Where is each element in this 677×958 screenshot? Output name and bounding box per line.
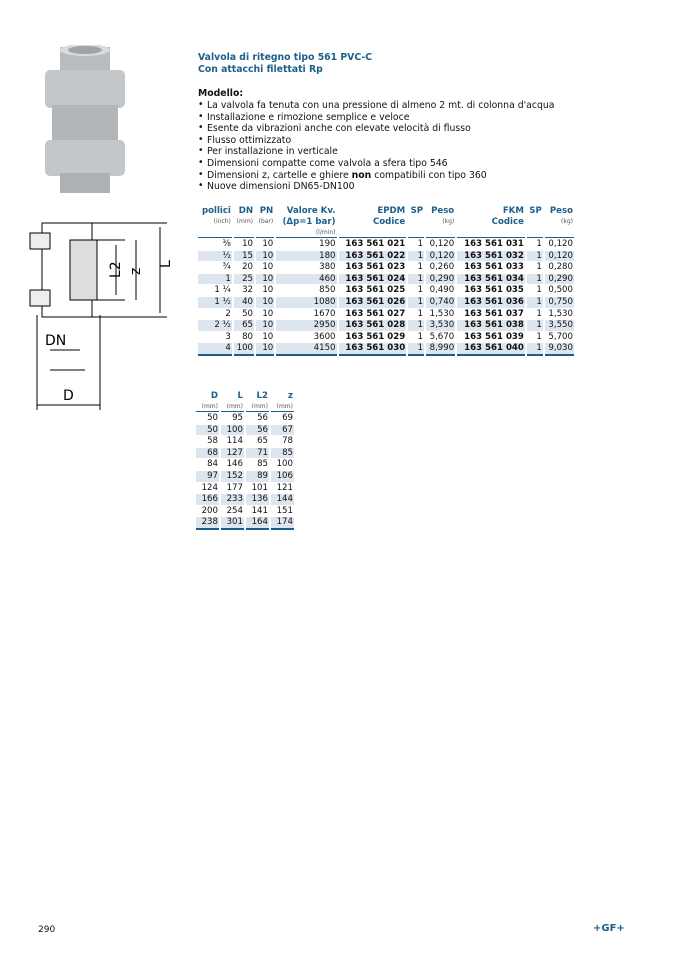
- table-cell: 58: [207, 436, 218, 447]
- header-unit: (mm): [226, 403, 243, 410]
- header-unit: (inch): [213, 218, 231, 225]
- table-cell: 200: [201, 505, 218, 516]
- table-row: [198, 239, 574, 250]
- table-cell: 1 ¼: [214, 285, 231, 296]
- feature-item: • Flusso ottimizzato: [198, 135, 554, 147]
- table-cell: 78: [282, 436, 293, 447]
- table-cell: 152: [221, 471, 244, 482]
- table-cell: 1: [198, 274, 232, 285]
- table-cell: 164: [246, 517, 269, 530]
- header-label: EPDM Codice: [372, 206, 406, 227]
- feature-item: • Installazione e rimozione semplice e veloce: [198, 112, 554, 124]
- table-cell: 1: [417, 308, 424, 319]
- table-cell: 1080: [276, 297, 336, 308]
- table-cell: 114: [226, 436, 243, 447]
- table-cell: 1: [417, 239, 424, 249]
- label-l2: L2: [108, 261, 124, 278]
- header-unit: (mm): [201, 403, 218, 410]
- page-number: 290: [38, 925, 56, 935]
- table-cell: 163 561 022: [339, 251, 407, 262]
- table-cell: 32: [242, 285, 254, 296]
- table-cell: 1: [536, 308, 542, 319]
- header-label: SP: [410, 206, 424, 216]
- feature-list: [198, 100, 554, 193]
- table-cell: 95: [232, 413, 243, 423]
- column-header: [408, 206, 424, 238]
- header-label: L2: [256, 391, 268, 401]
- table-cell: 100: [234, 343, 254, 356]
- table-row: [196, 425, 294, 436]
- column-header: [527, 206, 543, 238]
- table-cell: 163 561 026: [339, 297, 407, 308]
- table-cell: 1,530: [548, 308, 573, 319]
- label-l: L: [158, 260, 174, 268]
- table-cell: 0,260: [429, 262, 455, 273]
- dimensions-table: [194, 390, 296, 531]
- table-cell: 0,280: [548, 262, 573, 273]
- table-cell: 2950: [276, 320, 336, 331]
- table-row: [198, 320, 574, 331]
- column-header: [196, 391, 219, 412]
- table-cell: 1,530: [429, 308, 455, 319]
- table-cell: 1: [536, 331, 542, 342]
- table-cell: 380: [319, 262, 336, 273]
- table-cell: 163 561 038: [457, 320, 525, 331]
- table-cell: 10: [256, 320, 274, 331]
- table-cell: 163 561 021: [345, 239, 406, 249]
- table-cell: 69: [282, 413, 293, 423]
- table-cell: 85: [271, 448, 294, 459]
- table-cell: 1: [417, 331, 424, 342]
- table-row: [196, 506, 294, 517]
- table-cell: 163 561 025: [345, 285, 406, 296]
- table-cell: 163 561 039: [464, 331, 524, 342]
- table-cell: 50: [207, 413, 218, 423]
- table-cell: 1: [408, 343, 424, 356]
- table-cell: 0,750: [545, 297, 574, 308]
- header-unit: (mm): [236, 218, 254, 225]
- table-cell: 8,990: [426, 343, 455, 356]
- table-cell: 0,290: [426, 274, 455, 285]
- table-cell: 1: [408, 274, 424, 285]
- table-cell: 1: [408, 320, 424, 331]
- table-cell: 163 561 028: [339, 320, 407, 331]
- table-cell: 0,120: [426, 251, 455, 262]
- table-cell: 0,490: [429, 285, 455, 296]
- table-cell: 10: [256, 343, 274, 356]
- table-cell: ¾: [222, 262, 231, 273]
- table-cell: 1: [536, 239, 542, 249]
- column-header: [545, 206, 574, 238]
- table-cell: 144: [271, 494, 294, 505]
- header-label: L: [237, 391, 243, 401]
- table-row: [196, 459, 294, 470]
- column-header: [339, 206, 407, 238]
- column-header: [256, 206, 274, 238]
- table-cell: 80: [242, 331, 254, 342]
- table-cell: 151: [276, 505, 293, 516]
- header-unit: (kg): [561, 218, 573, 225]
- header-label: FKM Codice: [491, 206, 524, 227]
- table-cell: 163 561 036: [457, 297, 525, 308]
- table-row: [198, 332, 574, 343]
- table-cell: 10: [262, 262, 274, 273]
- table-cell: 10: [262, 239, 274, 249]
- table-cell: 5,670: [429, 331, 455, 342]
- table-cell: 190: [319, 239, 336, 249]
- column-header: [246, 391, 269, 412]
- feature-text-bold: non: [351, 169, 372, 181]
- header-label: Valore Kv. (Δp=1 bar): [282, 206, 336, 227]
- table-cell: 1: [527, 297, 543, 308]
- table-cell: 1: [417, 262, 424, 273]
- table-cell: 68: [196, 448, 219, 459]
- table-row: [198, 262, 574, 273]
- table-cell: 127: [221, 448, 244, 459]
- table-cell: 1: [417, 285, 424, 296]
- table-cell: 0,120: [545, 251, 574, 262]
- table-cell: 2 ½: [198, 320, 232, 331]
- column-header: [198, 206, 232, 238]
- table-cell: 1: [527, 320, 543, 331]
- table-row: [196, 471, 294, 482]
- table-cell: 101: [251, 482, 268, 493]
- table-cell: 85: [257, 459, 268, 470]
- table-cell: 15: [234, 251, 254, 262]
- table-cell: 3600: [313, 331, 336, 342]
- column-header: [271, 391, 294, 412]
- feature-item: [198, 170, 554, 182]
- column-header: [426, 206, 455, 238]
- feature-item: • Dimensioni compatte come valvola a sfera tipo 546: [198, 158, 554, 170]
- header-label: Peso: [549, 206, 573, 216]
- feature-text-pre: Dimensioni z, cartelle e ghiere: [207, 169, 352, 181]
- table-cell: 163 561 024: [339, 274, 407, 285]
- table-cell: 163 561 027: [345, 308, 406, 319]
- table-row: [196, 436, 294, 447]
- table-cell: 25: [234, 274, 254, 285]
- table-cell: 4150: [276, 343, 336, 356]
- table-cell: 1: [536, 262, 542, 273]
- table-cell: 163 561 034: [457, 274, 525, 285]
- table-cell: 56: [257, 413, 268, 423]
- table-cell: 84: [207, 459, 218, 470]
- table-cell: 56: [246, 425, 269, 436]
- table-cell: ½: [198, 251, 232, 262]
- table-cell: 146: [226, 459, 243, 470]
- table-cell: 67: [271, 425, 294, 436]
- feature-item: • Nuove dimensioni DN65-DN100: [198, 181, 554, 193]
- valve-photo: [40, 45, 130, 195]
- header-unit: (bar): [258, 218, 274, 225]
- table-cell: 10: [262, 331, 274, 342]
- table-row: [196, 494, 294, 505]
- table-cell: 163 561 035: [464, 285, 524, 296]
- table-cell: 65: [234, 320, 254, 331]
- table-cell: 10: [262, 285, 274, 296]
- table-cell: 10: [242, 239, 254, 249]
- table-cell: 1: [408, 251, 424, 262]
- table-cell: 0,290: [545, 274, 574, 285]
- column-header: [457, 206, 525, 238]
- table-cell: 163 561 031: [464, 239, 524, 249]
- table-cell: 106: [271, 471, 294, 482]
- table-cell: 121: [276, 482, 293, 493]
- table-cell: 89: [246, 471, 269, 482]
- table-cell: 1 ½: [198, 297, 232, 308]
- table-cell: 71: [246, 448, 269, 459]
- table-cell: 2: [225, 308, 231, 319]
- table-cell: 5,700: [548, 331, 573, 342]
- header-label: DN: [238, 206, 254, 216]
- table-cell: 163 561 033: [464, 262, 524, 273]
- table-cell: 100: [276, 459, 293, 470]
- table-cell: 97: [196, 471, 219, 482]
- table-cell: 10: [256, 297, 274, 308]
- table-cell: 3: [225, 331, 231, 342]
- table-cell: 10: [256, 251, 274, 262]
- table-cell: 163 561 037: [464, 308, 524, 319]
- feature-item: • Per installazione in verticale: [198, 146, 554, 158]
- table-cell: 163 561 029: [345, 331, 406, 342]
- table-cell: 174: [271, 517, 294, 530]
- table-cell: 254: [226, 505, 243, 516]
- header-unit: (kg): [442, 218, 455, 225]
- header-label: Peso: [431, 206, 455, 216]
- table-cell: 163 561 040: [457, 343, 525, 356]
- table-cell: 0,120: [548, 239, 573, 249]
- table-cell: 460: [276, 274, 336, 285]
- column-header: [234, 206, 254, 238]
- feature-item: • La valvola fa tenuta con una pressione di almeno 2 mt. di colonna d'acqua: [198, 100, 554, 112]
- table-cell: 3,550: [545, 320, 574, 331]
- header-label: pollici: [201, 206, 231, 216]
- table-row: [196, 483, 294, 494]
- table-row: [196, 448, 294, 459]
- feature-item: • Esente da vibrazioni anche con elevate velocità di flusso: [198, 123, 554, 135]
- table-cell: 233: [221, 494, 244, 505]
- table-cell: 4: [198, 343, 232, 356]
- table-cell: 163 561 030: [339, 343, 407, 356]
- header-unit: (l/min): [315, 229, 336, 236]
- header-unit: (mm): [276, 403, 293, 410]
- feature-text-post: compatibili con tipo 360: [371, 169, 487, 181]
- technical-drawing: [25, 215, 175, 415]
- header-unit: (mm): [251, 403, 268, 410]
- table-cell: 40: [234, 297, 254, 308]
- model-heading: Modello:: [198, 88, 244, 99]
- title-line-1: Valvola di ritegno tipo 561 PVC-C: [198, 52, 373, 63]
- table-cell: 0,500: [548, 285, 573, 296]
- header-label: z: [287, 391, 293, 401]
- table-cell: 1: [527, 251, 543, 262]
- label-z: z: [128, 267, 144, 275]
- table-cell: 180: [276, 251, 336, 262]
- table-cell: 163 561 023: [345, 262, 406, 273]
- table-cell: 1670: [313, 308, 336, 319]
- table-cell: 163 561 032: [457, 251, 525, 262]
- product-title: [198, 52, 372, 76]
- column-header: [221, 391, 244, 412]
- column-header: [276, 206, 336, 238]
- gf-logo: +GF+: [593, 923, 625, 934]
- table-row: [196, 517, 294, 530]
- table-cell: 301: [221, 517, 244, 530]
- table-row: [198, 274, 574, 285]
- table-cell: 850: [319, 285, 336, 296]
- table-cell: 166: [196, 494, 219, 505]
- table-cell: 0,740: [426, 297, 455, 308]
- table-cell: 1: [536, 285, 542, 296]
- table-cell: 238: [196, 517, 219, 530]
- table-row: [198, 251, 574, 262]
- table-cell: 0,120: [429, 239, 455, 249]
- header-label: PN: [259, 206, 274, 216]
- table-cell: 1: [408, 297, 424, 308]
- table-cell: 10: [256, 274, 274, 285]
- table-row: [198, 343, 574, 356]
- table-cell: 124: [201, 482, 218, 493]
- table-cell: 1: [527, 343, 543, 356]
- table-row: [198, 297, 574, 308]
- table-cell: 136: [246, 494, 269, 505]
- table-cell: 65: [257, 436, 268, 447]
- table-cell: 1: [527, 274, 543, 285]
- table-cell: 50: [242, 308, 254, 319]
- title-line-2: Con attacchi filettati Rp: [198, 64, 323, 75]
- header-label: D: [210, 391, 218, 401]
- header-label: SP: [529, 206, 542, 216]
- table-cell: ⅜: [222, 239, 231, 249]
- table-row: [198, 309, 574, 320]
- table-cell: 100: [221, 425, 244, 436]
- table-cell: 3,530: [426, 320, 455, 331]
- table-row: [198, 285, 574, 296]
- table-cell: 20: [242, 262, 254, 273]
- table-cell: 10: [262, 308, 274, 319]
- product-table: [196, 205, 576, 357]
- label-d: D: [63, 388, 74, 404]
- label-dn: DN: [45, 333, 67, 349]
- table-row: [196, 413, 294, 424]
- table-cell: 177: [226, 482, 243, 493]
- table-cell: 9,030: [545, 343, 574, 356]
- table-cell: 50: [196, 425, 219, 436]
- table-cell: 141: [251, 505, 268, 516]
